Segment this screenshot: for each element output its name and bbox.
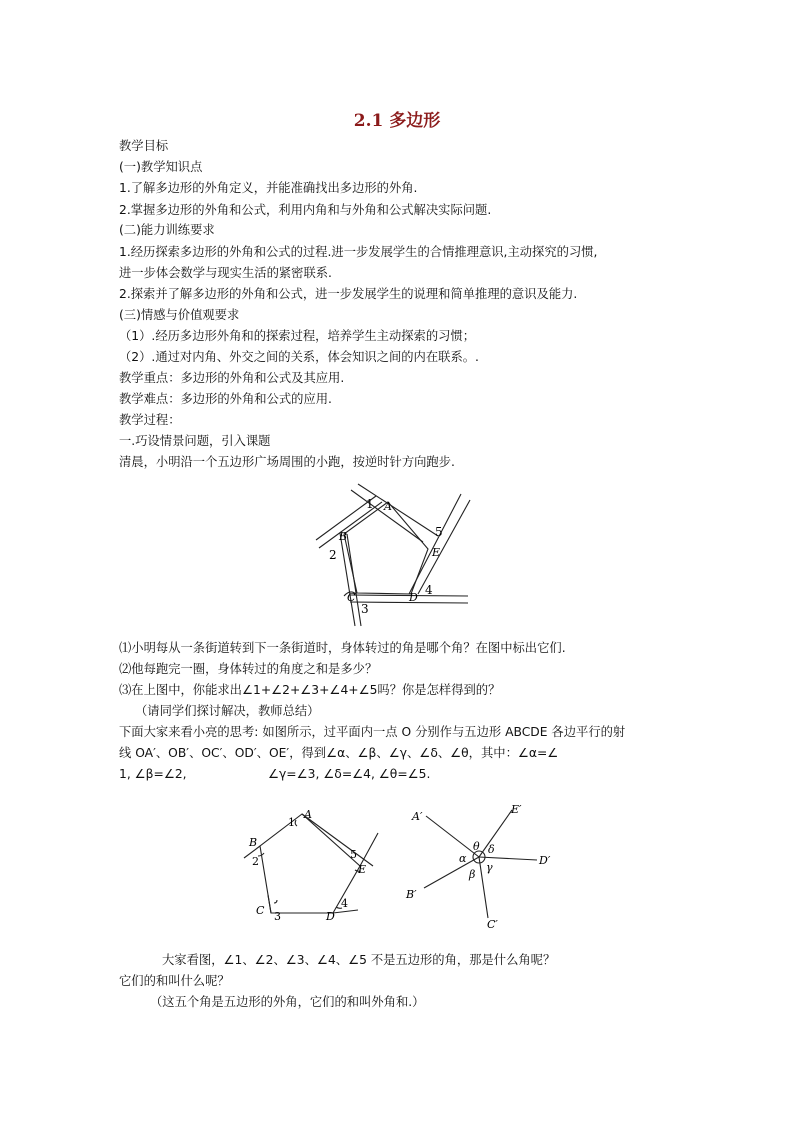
fig2-label: C	[256, 904, 265, 917]
fig1-label: 2	[329, 548, 337, 562]
text-line: 2.探索并了解多边形的外角和公式，进一步发展学生的说理和简单推理的意识及能力.	[119, 287, 578, 301]
text-line: 1.了解多边形的外角定义，并能准确找出多边形的外角.	[119, 181, 418, 195]
text-line: (一)教学知识点	[119, 160, 203, 174]
fig2-label: 2	[252, 855, 259, 868]
text-line: （2）.通过对内角、外交之间的关系，体会知识之间的内在联系。.	[119, 350, 479, 364]
fig3-label: C′	[487, 918, 498, 930]
fig2-label: 3	[274, 910, 281, 923]
text-line: (二)能力训练要求	[119, 223, 215, 237]
fig2-label: D	[326, 910, 335, 923]
fig1-label: 4	[425, 583, 433, 597]
fig1-label: 1	[366, 497, 374, 511]
text-line: 2.掌握多边形的外角和公式，利用内角和与外角和公式解决实际问题.	[119, 203, 492, 217]
fig2-label: A	[304, 808, 312, 821]
fig1-label: C	[347, 591, 356, 604]
fig1-label: E	[432, 546, 441, 559]
text-line: ⑶在上图中，你能求出∠1+∠2+∠3+∠4+∠5吗？你是怎样得到的？	[119, 683, 501, 697]
fig3-label: θ	[473, 840, 480, 853]
text-line: 线 OA′、OB′、OC′、OD′、OE′，得到∠α、∠β、∠γ、∠δ、∠θ，其中：∠α=∠	[119, 746, 559, 760]
text-line: （请同学们探讨解决，教师总结）	[135, 704, 320, 718]
text-line: 下面大家来看小亮的思考: 如图所示，过平面内一点 O 分别作与五边形 ABCDE 各边平行的射	[119, 725, 626, 739]
fig1-label: A	[384, 500, 392, 513]
fig3-label: A′	[412, 810, 423, 823]
fig1-label: 5	[435, 525, 443, 539]
fig3-label: δ	[488, 843, 495, 856]
fig3-label: B′	[406, 888, 417, 901]
text-line: 进一步体会数学与现实生活的紧密联系.	[119, 266, 332, 280]
fig2-label: 4	[341, 897, 348, 910]
text-line: 教学过程：	[119, 413, 181, 427]
text-line: (三)情感与价值观要求	[119, 308, 240, 322]
text-line: （1）.经历多边形外角和的探索过程，培养学生主动探索的习惯；	[119, 329, 476, 343]
page-title: 2.1 多边形	[353, 111, 441, 131]
fig3-label: E′	[511, 803, 522, 816]
fig2-label: 5	[350, 848, 357, 861]
text-line: 1, ∠β=∠2,	[119, 767, 187, 781]
text-line: 一.巧设情景问题，引入课题	[119, 434, 271, 448]
fig2-label: B	[249, 836, 258, 849]
fig2-label: 1	[288, 816, 295, 829]
text-line: ⑴小明每从一条街道转到下一条街道时，身体转过的角是哪个角？在图中标出它们.	[119, 641, 566, 655]
fig3-label: β	[469, 868, 476, 881]
text-line: 清晨，小明沿一个五边形广场周围的小跑，按逆时针方向跑步.	[119, 455, 455, 469]
text-line: 它们的和叫什么呢？	[119, 974, 230, 988]
text-line: 大家看图，∠1、∠2、∠3、∠4、∠5 不是五边形的角，那是什么角呢？	[162, 953, 556, 967]
fig1-label: B	[339, 530, 348, 543]
text-line: 教学重点：多边形的外角和公式及其应用.	[119, 371, 345, 385]
text-line: 1.经历探索多边形的外角和公式的过程.进一步发展学生的合情推理意识,主动探究的习惯,	[119, 245, 598, 259]
fig3-label: γ	[486, 861, 493, 874]
text-line: 教学目标	[119, 139, 169, 153]
rays-from-point-figure	[402, 800, 572, 930]
text-line: ∠γ=∠3, ∠δ=∠4, ∠θ=∠5.	[268, 767, 431, 781]
fig2-label: E	[358, 863, 367, 876]
pentagon-exterior-angle-figure	[238, 800, 388, 925]
pentagon-street-figure	[310, 478, 485, 628]
text-line: 教学难点：多边形的外角和公式的应用.	[119, 392, 332, 406]
text-line: （这五个角是五边形的外角，它们的和叫外角和.）	[150, 995, 425, 1009]
text-line: ⑵他每跑完一圈，身体转过的角度之和是多少？	[119, 662, 378, 676]
fig1-label: D	[409, 591, 418, 604]
fig3-label: α	[459, 852, 467, 865]
fig3-label: D′	[539, 854, 551, 867]
fig1-label: 3	[361, 602, 369, 616]
